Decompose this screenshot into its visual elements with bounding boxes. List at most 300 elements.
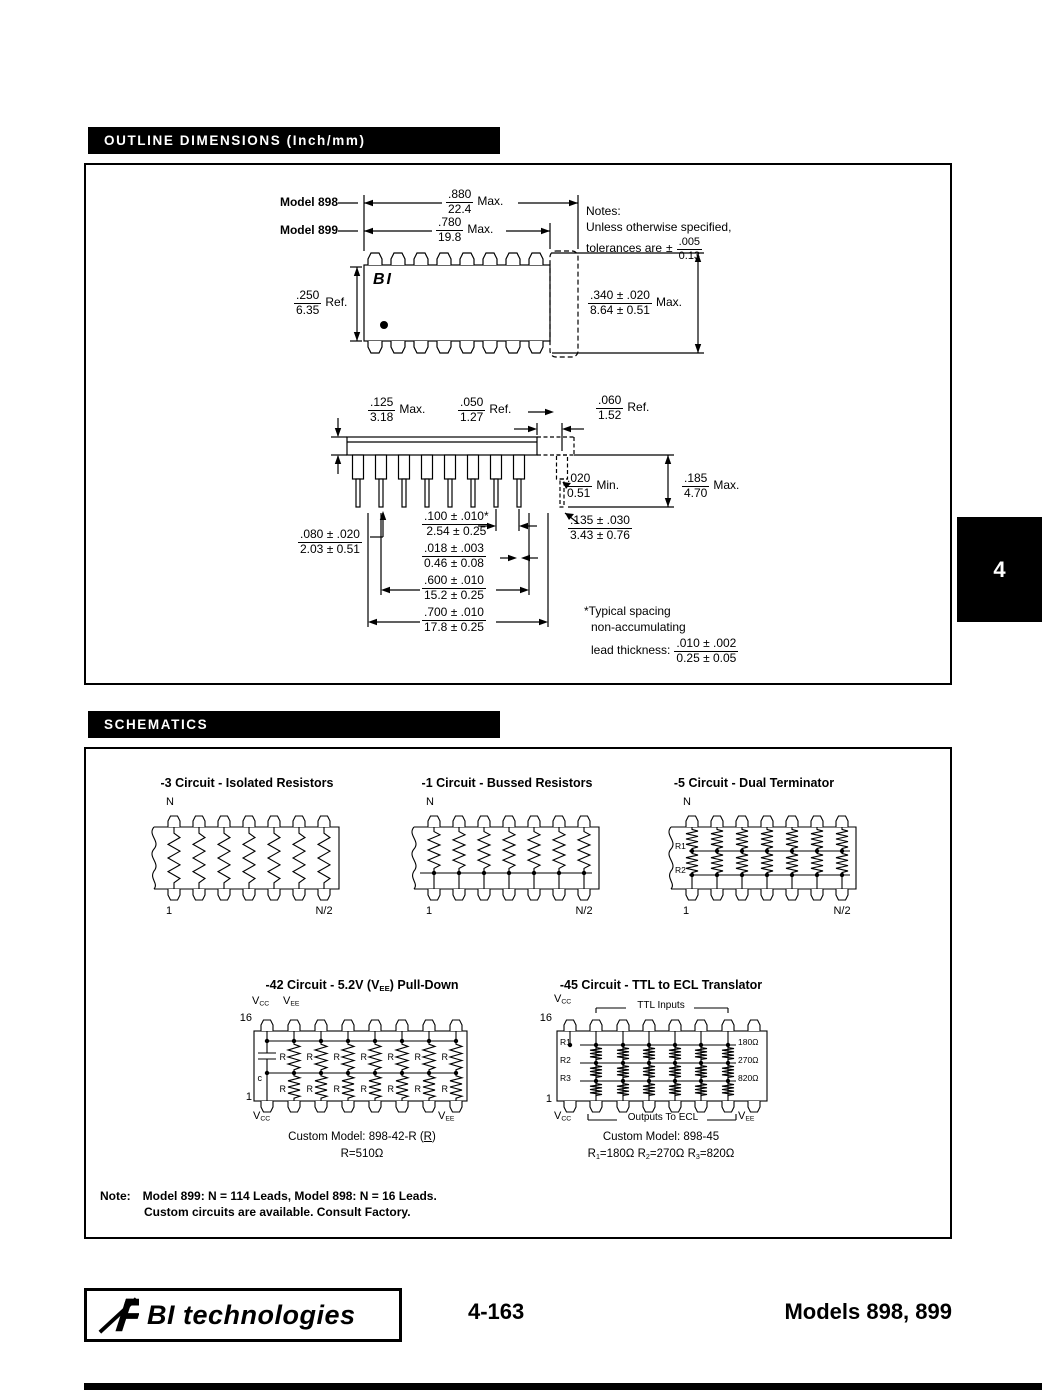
resistor-label: R xyxy=(441,1052,448,1062)
lead xyxy=(517,479,521,507)
lead-shoulder xyxy=(399,455,410,479)
notes-line-1: Notes: xyxy=(586,204,621,218)
junction-dot xyxy=(532,871,536,875)
resistor-label: R xyxy=(441,1084,448,1094)
junction-dot xyxy=(427,1071,431,1075)
dim-100 xyxy=(422,510,491,539)
outline-drawing xyxy=(86,165,950,683)
chip-logo: BI xyxy=(373,271,393,288)
lead xyxy=(356,479,360,507)
pin-icon xyxy=(243,816,255,827)
pin-icon xyxy=(315,1020,327,1031)
lead xyxy=(425,479,429,507)
junction-dot xyxy=(621,1079,625,1083)
pin-icon xyxy=(811,889,823,900)
pin-icon xyxy=(528,816,540,827)
pin-icon xyxy=(453,816,465,827)
resistor-symbol xyxy=(686,851,698,875)
resistor-symbol xyxy=(836,851,848,875)
pin-icon xyxy=(428,889,440,900)
s45-body xyxy=(557,1031,767,1101)
note-line-2: Custom circuits are available. Consult Factory. xyxy=(144,1205,411,1219)
pin-icon xyxy=(342,1101,354,1112)
pin-icon xyxy=(315,1101,327,1112)
pin-icon xyxy=(368,341,382,353)
resistor-symbol xyxy=(342,1041,354,1073)
resistor-symbol xyxy=(453,827,465,873)
junction-dot xyxy=(840,849,844,853)
junction-dot xyxy=(373,1071,377,1075)
dim-185: $\frac{.185}{4.70}$ Max. xyxy=(684,471,740,500)
pin-icon xyxy=(368,253,382,265)
pin-icon xyxy=(318,889,330,900)
dual-circuit-title: -5 Circuit - Dual Terminator xyxy=(673,776,835,790)
junction-dots xyxy=(265,849,844,1083)
pin-icon xyxy=(736,816,748,827)
resistor-symbol xyxy=(268,827,280,889)
pin-icon xyxy=(414,341,428,353)
pin-icon xyxy=(428,816,440,827)
junction-dot xyxy=(319,1071,323,1075)
junction-dot xyxy=(790,849,794,853)
pin-icon xyxy=(643,1101,655,1112)
pin-icon xyxy=(460,253,474,265)
package-pins xyxy=(368,253,543,353)
resistor-symbol xyxy=(369,1041,381,1073)
resistor-symbol xyxy=(786,851,798,875)
footer-page-number: 4-163 xyxy=(468,1299,525,1324)
pin-icon xyxy=(529,253,543,265)
lead-shoulder xyxy=(491,455,502,479)
pin-icon xyxy=(836,889,848,900)
junction-dot xyxy=(690,873,694,877)
resistor-label: R xyxy=(306,1052,313,1062)
resistor-symbol xyxy=(711,827,723,851)
pin-1-label: 1 xyxy=(245,1091,252,1103)
resistor-symbol xyxy=(528,827,540,873)
resistor-symbol xyxy=(578,827,590,873)
lead-thickness: lead thickness: $\frac{.010 \pm .002}{0.25 \pm 0.05}$ xyxy=(591,636,737,665)
pin-1-label: 1 xyxy=(545,1093,552,1105)
pin-icon xyxy=(193,889,205,900)
pin-icon xyxy=(590,1020,602,1031)
bussed-body xyxy=(414,827,599,889)
fraction: $\frac{.020}{0.51}$ xyxy=(567,471,591,500)
resistor-symbol xyxy=(811,851,823,875)
fraction: $\frac{.600 \pm .010}{15.2 \pm 0.25}$ xyxy=(424,573,484,602)
resistor-symbol xyxy=(450,1073,462,1101)
pin-icon xyxy=(722,1101,734,1112)
pin-icon xyxy=(506,253,520,265)
bussed-circuit-title: -1 Circuit - Bussed Resistors xyxy=(421,776,593,790)
pin-icon xyxy=(686,889,698,900)
pin-n-label: N xyxy=(683,796,691,808)
outline-dimensions-box xyxy=(84,163,952,685)
pin-icon xyxy=(761,816,773,827)
lead xyxy=(402,479,406,507)
pin-icon xyxy=(460,341,474,353)
junction-dot xyxy=(673,1043,677,1047)
schematics-section-header: SCHEMATICS xyxy=(88,711,500,738)
resistor-symbol xyxy=(288,1041,300,1073)
iso-circuit-title: -3 Circuit - Isolated Resistors xyxy=(160,776,334,790)
dim-080 xyxy=(298,528,362,557)
pin-icon xyxy=(711,889,723,900)
pin-icon xyxy=(293,889,305,900)
dim-050: $\frac{.050}{1.27}$ Ref. xyxy=(460,395,512,424)
pin-icon xyxy=(478,889,490,900)
outputs-to-ecl-label: Outputs To ECL xyxy=(627,1112,699,1123)
junction-dot xyxy=(673,1061,677,1065)
pin-icon xyxy=(503,889,515,900)
pin-icon xyxy=(748,1020,760,1031)
pin-16-label: 16 xyxy=(539,1012,552,1024)
junction-dot xyxy=(457,871,461,875)
pin-icon xyxy=(686,816,698,827)
package-body-side-view xyxy=(347,437,537,455)
pin-icon xyxy=(503,816,515,827)
pin-icon xyxy=(218,889,230,900)
resistor-label: R xyxy=(414,1084,421,1094)
s45-circuit-title: -45 Circuit - TTL to ECL Translator xyxy=(559,978,763,992)
pin-icon xyxy=(483,253,497,265)
dim-600 xyxy=(422,574,486,603)
resistor-symbol xyxy=(761,827,773,851)
iso-body xyxy=(154,827,339,889)
pin-n2-label: N/2 xyxy=(575,905,593,917)
r3-label: R3 xyxy=(560,1073,571,1083)
pin-icon xyxy=(669,1101,681,1112)
vcc-label: $V_{CC}$ xyxy=(554,993,572,1006)
junction-dot xyxy=(815,873,819,877)
resistor-label: R xyxy=(360,1052,367,1062)
r2-label: R2 xyxy=(675,865,686,875)
vcc-label: $V_{CC}$ xyxy=(252,995,270,1008)
pin-icon xyxy=(437,253,451,265)
lead xyxy=(494,479,498,507)
side-index-tab: 4 xyxy=(957,517,1042,622)
resistor-symbol xyxy=(218,827,230,889)
resistor-symbol xyxy=(686,827,698,851)
resistor-symbol xyxy=(761,851,773,875)
resistor-symbol xyxy=(786,827,798,851)
junction-dot xyxy=(765,873,769,877)
pin-icon xyxy=(168,816,180,827)
fraction: $\frac{.700 \pm .010}{17.8 \pm 0.25}$ xyxy=(424,605,484,634)
resistor-label: R xyxy=(414,1052,421,1062)
lead-shoulder xyxy=(468,455,479,479)
pin-icon xyxy=(396,1020,408,1031)
ohm-820-label: 820Ω xyxy=(738,1073,759,1083)
resistor-label: R xyxy=(279,1052,286,1062)
pin-n-label: N xyxy=(166,796,174,808)
resistor-label: R xyxy=(333,1084,340,1094)
junction-dot xyxy=(400,1039,404,1043)
junction-dot xyxy=(690,849,694,853)
pin-icon xyxy=(617,1101,629,1112)
pin-icon xyxy=(578,889,590,900)
junction-dot xyxy=(726,1079,730,1083)
pin-icon xyxy=(669,1020,681,1031)
s45-custom-model: Custom Model: 898-45 xyxy=(602,1131,720,1143)
pin-n-label: N xyxy=(426,796,434,808)
fraction: $\frac{.185}{4.70}$ xyxy=(684,471,708,500)
junction-dot xyxy=(673,1079,677,1083)
resistor-symbol xyxy=(315,1073,327,1101)
dim-340: $\frac{.340 \pm .020}{8.64 \pm 0.51}$ Max. xyxy=(590,288,682,317)
schematics-box xyxy=(84,747,952,1239)
lead xyxy=(379,479,383,507)
fraction: $\frac{.880}{22.4}$ xyxy=(448,187,472,216)
junction-dot xyxy=(432,871,436,875)
resistor-symbol xyxy=(423,1073,435,1101)
dim-250: $\frac{.250}{6.35}$ Ref. xyxy=(296,288,348,317)
resistor-symbol xyxy=(478,827,490,873)
junction-dot xyxy=(427,1039,431,1043)
junction-dot xyxy=(815,849,819,853)
junction-dot xyxy=(790,873,794,877)
junction-dot xyxy=(740,873,744,877)
s42-custom-model: Custom Model: 898-42-R (R) xyxy=(288,1131,436,1143)
pin-icon xyxy=(243,889,255,900)
pin-n2-label: N/2 xyxy=(315,905,333,917)
lead xyxy=(471,479,475,507)
notes-line-2: Unless otherwise specified, xyxy=(586,220,732,234)
pin-16-label: 16 xyxy=(239,1012,252,1024)
junction-dot xyxy=(265,1071,269,1075)
pin-icon xyxy=(553,889,565,900)
junction-dot xyxy=(454,1071,458,1075)
resistor-symbol xyxy=(369,1073,381,1101)
dim-880: $\frac{.880}{22.4}$ Max. xyxy=(448,187,504,216)
resistor-symbol xyxy=(736,827,748,851)
pin-icon xyxy=(695,1020,707,1031)
junction-dot xyxy=(400,1071,404,1075)
pin-icon xyxy=(564,1020,576,1031)
pin-icon xyxy=(288,1101,300,1112)
lead-shoulder xyxy=(514,455,525,479)
resistor-label: R xyxy=(306,1084,313,1094)
package-length-variation-dashed xyxy=(550,251,578,357)
fraction: $\frac{.010 \pm .002}{0.25 \pm 0.05}$ xyxy=(676,636,737,665)
pin-icon xyxy=(786,889,798,900)
resistor-label: R xyxy=(333,1052,340,1062)
junction-dot xyxy=(647,1043,651,1047)
footnote-typical-spacing: *Typical spacing xyxy=(584,604,671,618)
resistor-label: R xyxy=(387,1084,394,1094)
junction-dot xyxy=(292,1039,296,1043)
pin-icon xyxy=(736,889,748,900)
pin-icon xyxy=(836,816,848,827)
junction-dot xyxy=(346,1039,350,1043)
ttl-inputs-label: TTL Inputs xyxy=(637,1000,685,1011)
resistor-symbol xyxy=(736,851,748,875)
footer-models: Models 898, 899 xyxy=(784,1299,952,1324)
lead-shoulder xyxy=(353,455,364,479)
resistor-symbol xyxy=(503,827,515,873)
dim-780: $\frac{.780}{19.8}$ Max. xyxy=(438,215,494,244)
resistor-symbol xyxy=(428,827,440,873)
pin-icon xyxy=(391,253,405,265)
s42-circuit-title: -42 Circuit - 5.2V $(V_{EE})$ Pull-Down xyxy=(265,978,459,993)
r1-label: R1 xyxy=(675,841,686,851)
fraction: $\frac{.050}{1.27}$ xyxy=(460,395,484,424)
fraction: $\frac{.250}{6.35}$ xyxy=(296,288,320,317)
pin-1-label: 1 xyxy=(166,905,173,917)
note-line-1: Note: Model 899: N = 114 Leads, Model 898: N = 16 Leads. xyxy=(100,1189,437,1203)
s42-resistance-value: R=510Ω xyxy=(340,1148,384,1160)
pin-icon xyxy=(453,889,465,900)
pin-icon xyxy=(695,1101,707,1112)
resistor-symbol xyxy=(836,827,848,851)
fraction: $\frac{.125}{3.18}$ xyxy=(370,395,394,424)
dim-125: $\frac{.125}{3.18}$ Max. xyxy=(370,395,426,424)
junction-dot xyxy=(594,1079,598,1083)
junction-dot xyxy=(582,871,586,875)
pin-icon xyxy=(450,1020,462,1031)
pin-n2-label: N/2 xyxy=(833,905,851,917)
fraction: $\frac{.005}{0.13}$ xyxy=(678,236,701,262)
fraction: $\frac{.135 \pm .030}{3.43 \pm 0.76}$ xyxy=(570,513,630,542)
pin-icon xyxy=(288,1020,300,1031)
resistor-symbol xyxy=(288,1073,300,1101)
resistor-symbol xyxy=(193,827,205,889)
pin-icon xyxy=(261,1020,273,1031)
pin-icon xyxy=(369,1020,381,1031)
junction-dot xyxy=(292,1071,296,1075)
dim-020: $\frac{.020}{0.51}$ Min. xyxy=(567,471,620,500)
resistor-symbol xyxy=(450,1041,462,1073)
dim-018 xyxy=(422,542,486,571)
junction-dot xyxy=(647,1079,651,1083)
pin-1-label: 1 xyxy=(683,905,690,917)
pin-icon xyxy=(318,816,330,827)
junction-dot xyxy=(647,1061,651,1065)
model-898-label: Model 898 xyxy=(279,195,338,209)
vcc-label: $V_{CC}$ xyxy=(554,1110,572,1123)
pin-icon xyxy=(168,889,180,900)
pin-icon xyxy=(529,341,543,353)
resistor-symbol xyxy=(811,827,823,851)
fraction: $\frac{.018 \pm .003}{0.46 \pm 0.08}$ xyxy=(424,541,484,570)
pin-icon xyxy=(268,816,280,827)
dim-135 xyxy=(568,514,632,543)
model-899-label: Model 899 xyxy=(279,223,338,237)
pin-icon xyxy=(193,816,205,827)
pin-icon xyxy=(342,1020,354,1031)
footer-brand: BI technologies xyxy=(147,1299,356,1330)
junction-dot xyxy=(557,871,561,875)
resistor-symbol xyxy=(168,827,180,889)
ohm-270-label: 270Ω xyxy=(738,1055,759,1065)
resistor-symbol xyxy=(315,1041,327,1073)
junction-dot xyxy=(715,849,719,853)
resistor-symbol xyxy=(318,827,330,889)
lead-shoulder xyxy=(445,455,456,479)
fraction: $\frac{.100 \pm .010*}{2.54 \pm 0.25}$ xyxy=(424,509,489,538)
pin-icon xyxy=(218,816,230,827)
package-leads xyxy=(353,455,525,507)
resistor-label: R xyxy=(360,1084,367,1094)
pin-icon xyxy=(711,816,723,827)
pin-icon xyxy=(483,341,497,353)
footer-logo-box xyxy=(84,1288,402,1342)
junction-dot xyxy=(482,871,486,875)
junction-dot xyxy=(699,1043,703,1047)
fraction: $\frac{.780}{19.8}$ xyxy=(438,215,462,244)
pin-1-label: 1 xyxy=(426,905,433,917)
r1-label: R1 xyxy=(560,1037,571,1047)
junction-dot xyxy=(594,1061,598,1065)
page-bottom-strip xyxy=(84,1383,1042,1390)
r2-label: R2 xyxy=(560,1055,571,1065)
resistor-label: R xyxy=(279,1084,286,1094)
pin-icon xyxy=(811,816,823,827)
outline-section-header: OUTLINE DIMENSIONS (Inch/mm) xyxy=(88,127,500,154)
fraction: $\frac{.080 \pm .020}{2.03 \pm 0.51}$ xyxy=(300,527,360,556)
pin-icon xyxy=(722,1020,734,1031)
fraction: $\frac{.340 \pm .020}{8.64 \pm 0.51}$ xyxy=(590,288,650,317)
lead-shoulder xyxy=(422,455,433,479)
junction-dot xyxy=(715,873,719,877)
pin-icon xyxy=(391,341,405,353)
junction-dot xyxy=(699,1079,703,1083)
junction-dot xyxy=(373,1039,377,1043)
pin-icon xyxy=(414,253,428,265)
pin-icon xyxy=(578,816,590,827)
junction-dot xyxy=(265,1039,269,1043)
pin-icon xyxy=(506,341,520,353)
junction-dot xyxy=(726,1061,730,1065)
junction-dot xyxy=(740,849,744,853)
resistor-symbol xyxy=(396,1073,408,1101)
pin-icon xyxy=(643,1020,655,1031)
capacitor-label: c xyxy=(257,1073,262,1083)
pin-icon xyxy=(590,1101,602,1112)
pin-icon xyxy=(478,816,490,827)
vee-label: $V_{EE}$ xyxy=(283,995,300,1008)
junction-dot xyxy=(699,1061,703,1065)
pin-icon xyxy=(423,1101,435,1112)
resistor-symbol xyxy=(423,1041,435,1073)
pin-icon xyxy=(528,889,540,900)
resistor-symbol xyxy=(293,827,305,889)
pin-icon xyxy=(553,816,565,827)
s45-resistance-values: $R_1=180\Omega$ $R_2=270\Omega$ $R_3=820\Omega$ xyxy=(587,1148,735,1161)
lead-shoulder xyxy=(376,455,387,479)
footnote-non-accumulating: non-accumulating xyxy=(591,620,686,634)
pin-icon xyxy=(396,1101,408,1112)
vcc-label: $V_{CC}$ xyxy=(253,1110,271,1123)
resistor-symbol xyxy=(553,827,565,873)
junction-dot xyxy=(765,849,769,853)
pin-icon xyxy=(369,1101,381,1112)
junction-dot xyxy=(621,1061,625,1065)
pin-icon xyxy=(293,816,305,827)
resistor-label: R xyxy=(387,1052,394,1062)
notes-tolerance: tolerances are ± $\frac{.005}{0.13}$ xyxy=(586,236,701,262)
pin1-dot xyxy=(380,321,388,329)
dim-700 xyxy=(422,606,486,635)
bi-logo-mark xyxy=(97,1294,139,1336)
junction-dot xyxy=(507,871,511,875)
dim-060: $\frac{.060}{1.52}$ Ref. xyxy=(598,393,650,422)
schematics-drawing xyxy=(86,749,950,1237)
vee-label: $V_{EE}$ xyxy=(438,1110,455,1123)
lead xyxy=(448,479,452,507)
resistor-symbol xyxy=(711,851,723,875)
pin-icon xyxy=(617,1020,629,1031)
